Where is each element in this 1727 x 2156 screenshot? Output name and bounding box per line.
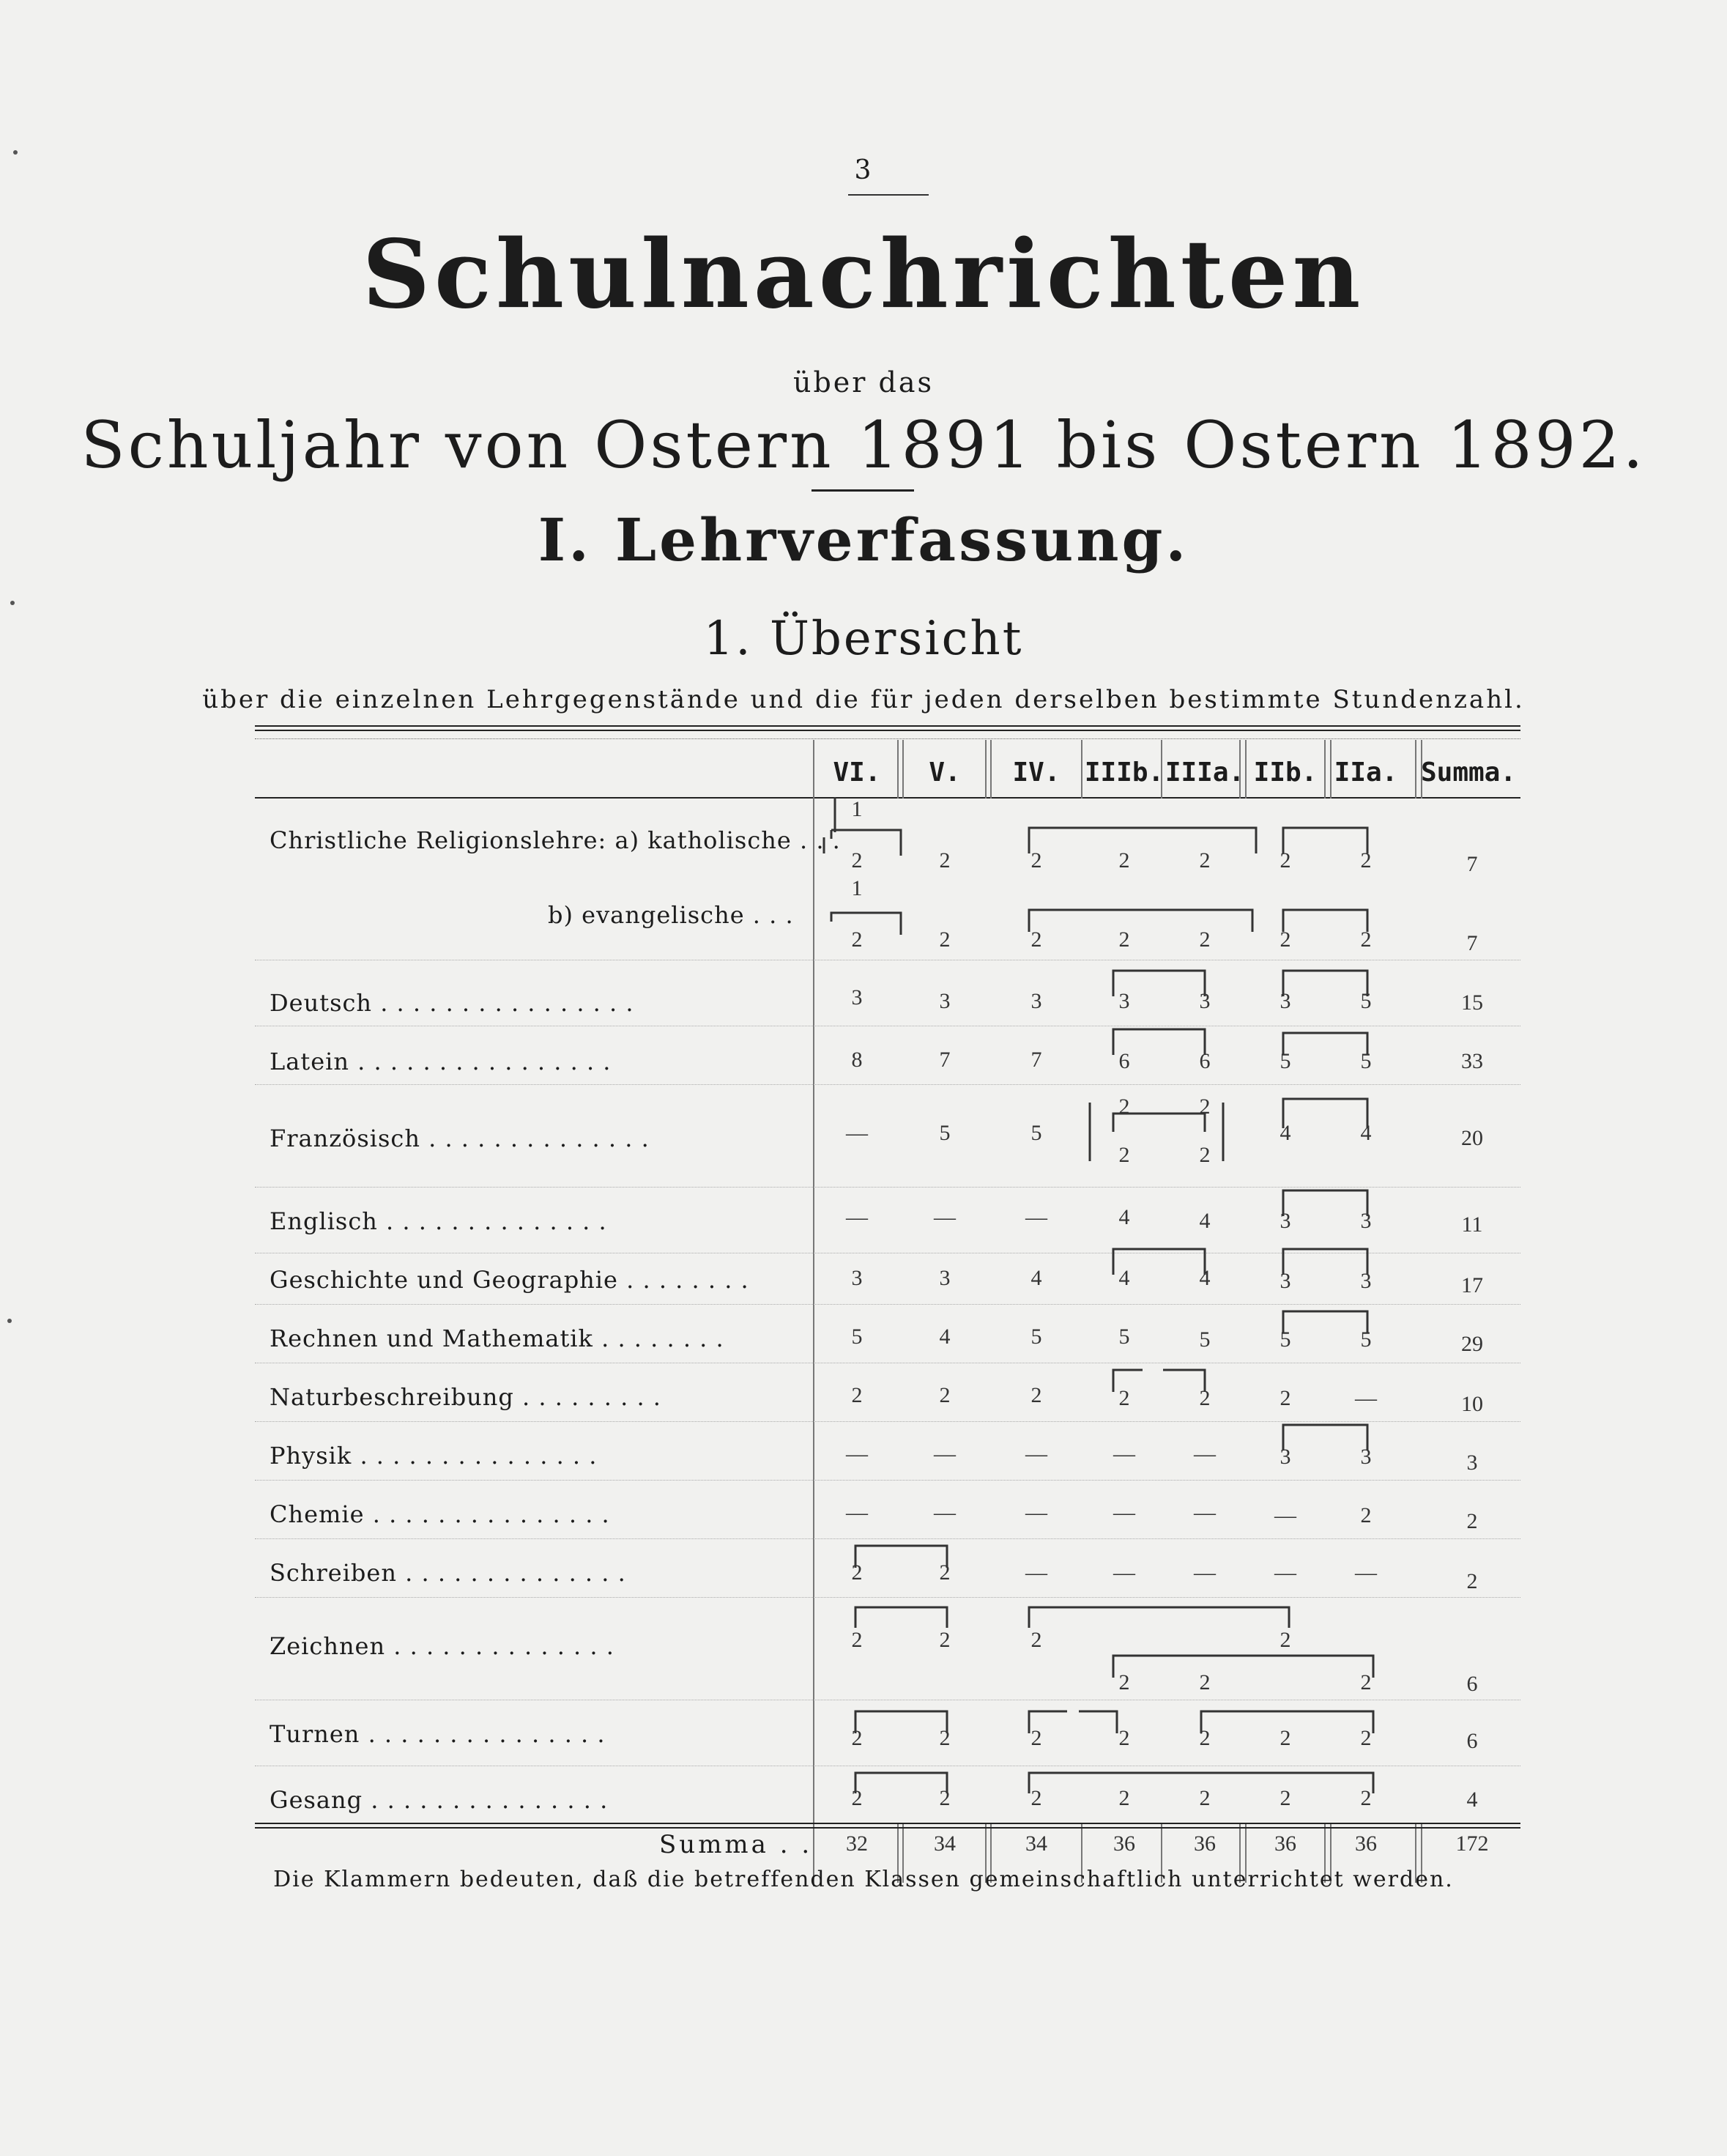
cell-summa: 6 bbox=[1466, 1672, 1478, 1696]
bracket bbox=[1113, 1656, 1373, 1678]
cell: 2 bbox=[939, 1560, 951, 1585]
page-number: 3 bbox=[854, 155, 872, 185]
header-iiia: IIIa. bbox=[1165, 757, 1245, 788]
subject-geschichte-geographie: Geschichte und Geographie . . . . . . . . bbox=[270, 1266, 749, 1294]
cell: 4 bbox=[1030, 1266, 1042, 1290]
cell: — bbox=[846, 1500, 868, 1525]
subject-deutsch: Deutsch . . . . . . . . . . . . . . . . bbox=[270, 989, 634, 1017]
cell: 5 bbox=[1360, 989, 1372, 1013]
scan-speck bbox=[7, 1319, 12, 1323]
subject-zeichnen: Zeichnen . . . . . . . . . . . . . . bbox=[270, 1632, 614, 1660]
cell-alt: 2 bbox=[1199, 1143, 1211, 1167]
cell: 2 bbox=[851, 1786, 863, 1810]
bracket bbox=[1283, 1099, 1367, 1128]
cell: 5 bbox=[1118, 1325, 1130, 1349]
cell: — bbox=[1025, 1500, 1047, 1525]
cell: 3 bbox=[1280, 989, 1291, 1013]
cell: — bbox=[1194, 1442, 1216, 1466]
cell: — bbox=[1274, 1560, 1296, 1585]
subject-chemie: Chemie . . . . . . . . . . . . . . . bbox=[270, 1500, 610, 1528]
cell: 2 bbox=[1360, 1726, 1372, 1750]
cell: — bbox=[1113, 1500, 1135, 1525]
cell: 2 bbox=[1118, 1094, 1130, 1119]
summa-iib: 36 bbox=[1274, 1831, 1296, 1856]
subject-franzoesisch: Französisch . . . . . . . . . . . . . . bbox=[270, 1125, 650, 1152]
bracket bbox=[831, 830, 901, 856]
cell-summa: 15 bbox=[1461, 990, 1483, 1015]
subsection-caption: über die einzelnen Lehrgegenstände und die für jeden derselben bestimmte Stundenzahl. bbox=[202, 685, 1525, 714]
cell: 4 bbox=[1199, 1209, 1211, 1233]
cell: 3 bbox=[1360, 1209, 1372, 1233]
cell: 2 bbox=[851, 1560, 863, 1585]
cell: 2 bbox=[851, 1726, 863, 1750]
subject-religion-evangelical: b) evangelische . . . bbox=[548, 901, 794, 929]
cell-upper: 2 bbox=[939, 1628, 951, 1652]
subject-englisch: Englisch . . . . . . . . . . . . . . bbox=[270, 1207, 607, 1235]
subject-religion-catholic: Christliche Religionslehre: a) katholische . . . bbox=[270, 826, 841, 854]
bracket bbox=[1283, 1033, 1367, 1055]
cell: 5 bbox=[1030, 1325, 1042, 1349]
bracket bbox=[1201, 1711, 1373, 1733]
cell: 3 bbox=[939, 989, 951, 1013]
cell: 2 bbox=[1118, 1786, 1130, 1810]
cell: — bbox=[1113, 1442, 1135, 1466]
cell: 7 bbox=[939, 1048, 951, 1072]
cell: 4 bbox=[1280, 1121, 1291, 1145]
cell: — bbox=[1025, 1442, 1047, 1466]
bracket bbox=[1113, 1029, 1205, 1055]
cell: 5 bbox=[1360, 1049, 1372, 1073]
cell: 6 bbox=[1118, 1049, 1130, 1073]
bracket bbox=[855, 1711, 947, 1733]
summa-label: Summa . . bbox=[659, 1830, 813, 1859]
cell: 2 bbox=[1280, 927, 1291, 952]
bracket bbox=[1113, 1114, 1205, 1132]
header-iia: IIa. bbox=[1334, 757, 1398, 788]
header-iiib: IIIb. bbox=[1084, 757, 1165, 788]
subject-physik: Physik . . . . . . . . . . . . . . . bbox=[270, 1442, 598, 1470]
cell: 3 bbox=[1280, 1209, 1291, 1233]
cell: 2 bbox=[1030, 848, 1042, 873]
cell: — bbox=[1355, 1386, 1377, 1410]
cell: — bbox=[1113, 1560, 1135, 1585]
cell: 2 bbox=[939, 848, 951, 873]
scan-speck bbox=[10, 601, 15, 605]
subsection-title: 1. Übersicht bbox=[703, 612, 1024, 666]
cell: 2 bbox=[939, 1383, 951, 1407]
bracket bbox=[1113, 971, 1205, 996]
cell: 2 bbox=[851, 848, 863, 873]
cell: 2 bbox=[1360, 927, 1372, 952]
bracket bbox=[1283, 828, 1367, 853]
header-vi: VI. bbox=[833, 757, 881, 788]
cell: 4 bbox=[1118, 1205, 1130, 1229]
cell-religion-a-vi-top: 1 bbox=[851, 797, 863, 821]
cell: 2 bbox=[1030, 1726, 1042, 1750]
cell-summa: 6 bbox=[1466, 1729, 1478, 1753]
bracket bbox=[1090, 1103, 1223, 1161]
cell: 5 bbox=[1030, 1121, 1042, 1145]
cell: — bbox=[1274, 1503, 1296, 1527]
bracket bbox=[855, 1773, 947, 1793]
summa-vi: 32 bbox=[846, 1831, 868, 1856]
cell-summa: 29 bbox=[1461, 1332, 1483, 1356]
cell: 2 bbox=[1030, 927, 1042, 952]
bracket bbox=[855, 1607, 947, 1628]
cell: 5 bbox=[1360, 1327, 1372, 1352]
school-year-heading: Schuljahr von Ostern 1891 bis Ostern 1892. bbox=[81, 407, 1646, 483]
cell: 2 bbox=[1199, 1726, 1211, 1750]
cell-summa: 10 bbox=[1461, 1392, 1483, 1416]
cell-summa: 2 bbox=[1466, 1569, 1478, 1593]
bracket bbox=[1029, 828, 1256, 853]
cell-alt: 2 bbox=[1118, 1143, 1130, 1167]
cell: 2 bbox=[1199, 1386, 1211, 1410]
cell: 2 bbox=[1118, 1386, 1130, 1410]
cell: 2 bbox=[1199, 927, 1211, 952]
cell: 2 bbox=[1280, 1786, 1291, 1810]
cell: 5 bbox=[1280, 1327, 1291, 1352]
cell: 2 bbox=[1360, 1786, 1372, 1810]
bracket bbox=[1283, 971, 1367, 996]
section-title: I. Lehrverfassung. bbox=[538, 505, 1189, 574]
cell-summa: 3 bbox=[1466, 1451, 1478, 1475]
cell-lower: 2 bbox=[1360, 1670, 1372, 1694]
cell-upper: 2 bbox=[851, 1628, 863, 1652]
subject-rechnen-mathematik: Rechnen und Mathematik . . . . . . . . bbox=[270, 1325, 724, 1352]
cell: 5 bbox=[1199, 1327, 1211, 1352]
title-connector: über das bbox=[792, 366, 934, 399]
subject-schreiben: Schreiben . . . . . . . . . . . . . . bbox=[270, 1559, 626, 1587]
cell: 2 bbox=[939, 1786, 951, 1810]
cell: 4 bbox=[939, 1325, 951, 1349]
summa-v: 34 bbox=[934, 1831, 956, 1856]
cell: 2 bbox=[1280, 1386, 1291, 1410]
bracket bbox=[831, 913, 901, 935]
cell: 8 bbox=[851, 1048, 863, 1072]
subject-latein: Latein . . . . . . . . . . . . . . . . bbox=[270, 1048, 612, 1075]
cell-summa: 33 bbox=[1461, 1049, 1483, 1073]
footnote: Die Klammern bedeuten, daß die betreffenden Klassen gemeinschaftlich unterrichtet werden. bbox=[273, 1867, 1454, 1892]
cell: 2 bbox=[1280, 1726, 1291, 1750]
bracket bbox=[1113, 1249, 1205, 1275]
cell: 2 bbox=[1030, 1383, 1042, 1407]
cell: — bbox=[934, 1500, 956, 1525]
cell-summa: 2 bbox=[1466, 1509, 1478, 1533]
bracket bbox=[1029, 1773, 1373, 1793]
bracket bbox=[1283, 1249, 1367, 1275]
header-iib: IIb. bbox=[1253, 757, 1318, 788]
cell: 2 bbox=[1118, 927, 1130, 952]
cell: 6 bbox=[1199, 1049, 1211, 1073]
cell: 2 bbox=[1118, 1726, 1130, 1750]
header-v: V. bbox=[929, 757, 961, 788]
cell-summa: 20 bbox=[1461, 1126, 1483, 1150]
header-summa: Summa. bbox=[1420, 757, 1517, 788]
bracket bbox=[1029, 1607, 1289, 1628]
subject-gesang: Gesang . . . . . . . . . . . . . . . bbox=[270, 1786, 609, 1814]
cell: 2 bbox=[1280, 848, 1291, 873]
cell: 2 bbox=[1199, 1786, 1211, 1810]
bracket bbox=[1283, 910, 1367, 932]
cell-lower: 2 bbox=[1199, 1670, 1211, 1694]
cell: 2 bbox=[939, 1726, 951, 1750]
cell: — bbox=[846, 1205, 868, 1229]
page-title: Schulnachrichten bbox=[362, 220, 1365, 330]
cell: 4 bbox=[1199, 1266, 1211, 1290]
cell: 3 bbox=[939, 1266, 951, 1290]
summa-iv: 34 bbox=[1025, 1831, 1047, 1856]
cell: 5 bbox=[1280, 1049, 1291, 1073]
cell: 3 bbox=[1360, 1269, 1372, 1293]
cell: — bbox=[1194, 1560, 1216, 1585]
bracket bbox=[1283, 1311, 1367, 1333]
header-iv: IV. bbox=[1012, 757, 1061, 788]
cell: 3 bbox=[851, 1266, 863, 1290]
cell: — bbox=[1355, 1560, 1377, 1585]
cell: 2 bbox=[1360, 1503, 1372, 1527]
cell: 7 bbox=[1030, 1048, 1042, 1072]
subject-naturbeschreibung: Naturbeschreibung . . . . . . . . . bbox=[270, 1383, 661, 1411]
cell: 3 bbox=[1280, 1445, 1291, 1469]
cell: 3 bbox=[1118, 989, 1130, 1013]
cell: 5 bbox=[939, 1121, 951, 1145]
cell: 4 bbox=[1118, 1266, 1130, 1290]
cell: 2 bbox=[1199, 1094, 1211, 1119]
cell-summa: 17 bbox=[1461, 1273, 1483, 1297]
cell: 3 bbox=[851, 985, 863, 1010]
cell: 3 bbox=[1199, 989, 1211, 1013]
cell: 5 bbox=[851, 1325, 863, 1349]
cell-summa: 4 bbox=[1466, 1788, 1478, 1812]
cell-lower: 2 bbox=[1118, 1670, 1130, 1694]
cell: 3 bbox=[1280, 1269, 1291, 1293]
summa-iiia: 36 bbox=[1194, 1831, 1216, 1856]
bracket bbox=[855, 1546, 947, 1568]
cell: 2 bbox=[1360, 848, 1372, 873]
cell: — bbox=[846, 1442, 868, 1466]
cell: 2 bbox=[851, 927, 863, 952]
cell: — bbox=[846, 1121, 868, 1145]
cell-upper: 2 bbox=[1030, 1628, 1042, 1652]
cell: 4 bbox=[1360, 1121, 1372, 1145]
bracket bbox=[1283, 1425, 1367, 1451]
cell: 3 bbox=[1360, 1445, 1372, 1469]
bracket bbox=[1029, 910, 1252, 932]
cell: 3 bbox=[1030, 989, 1042, 1013]
cell-religion-b-vi-top: 1 bbox=[851, 876, 863, 900]
bracket bbox=[1283, 1190, 1367, 1216]
bracket bbox=[1029, 1711, 1117, 1733]
scan-speck bbox=[13, 150, 18, 155]
cell: 2 bbox=[1118, 848, 1130, 873]
cell-summa: 7 bbox=[1466, 931, 1478, 955]
cell: — bbox=[1194, 1500, 1216, 1525]
cell: — bbox=[1025, 1560, 1047, 1585]
cell: — bbox=[1025, 1205, 1047, 1229]
summa-iiib: 36 bbox=[1113, 1831, 1135, 1856]
cell: 2 bbox=[1199, 848, 1211, 873]
bracket bbox=[1113, 1370, 1205, 1392]
subject-turnen: Turnen . . . . . . . . . . . . . . . bbox=[270, 1720, 606, 1748]
cell: — bbox=[934, 1442, 956, 1466]
summa-iia: 36 bbox=[1355, 1831, 1377, 1856]
cell-upper: 2 bbox=[1280, 1628, 1291, 1652]
summa-total: 172 bbox=[1455, 1831, 1489, 1856]
cell: 2 bbox=[1030, 1786, 1042, 1810]
cell-summa: 7 bbox=[1466, 852, 1478, 876]
cell: 2 bbox=[851, 1383, 863, 1407]
cell-summa: 11 bbox=[1461, 1212, 1483, 1237]
cell: 2 bbox=[939, 927, 951, 952]
cell: — bbox=[934, 1205, 956, 1229]
